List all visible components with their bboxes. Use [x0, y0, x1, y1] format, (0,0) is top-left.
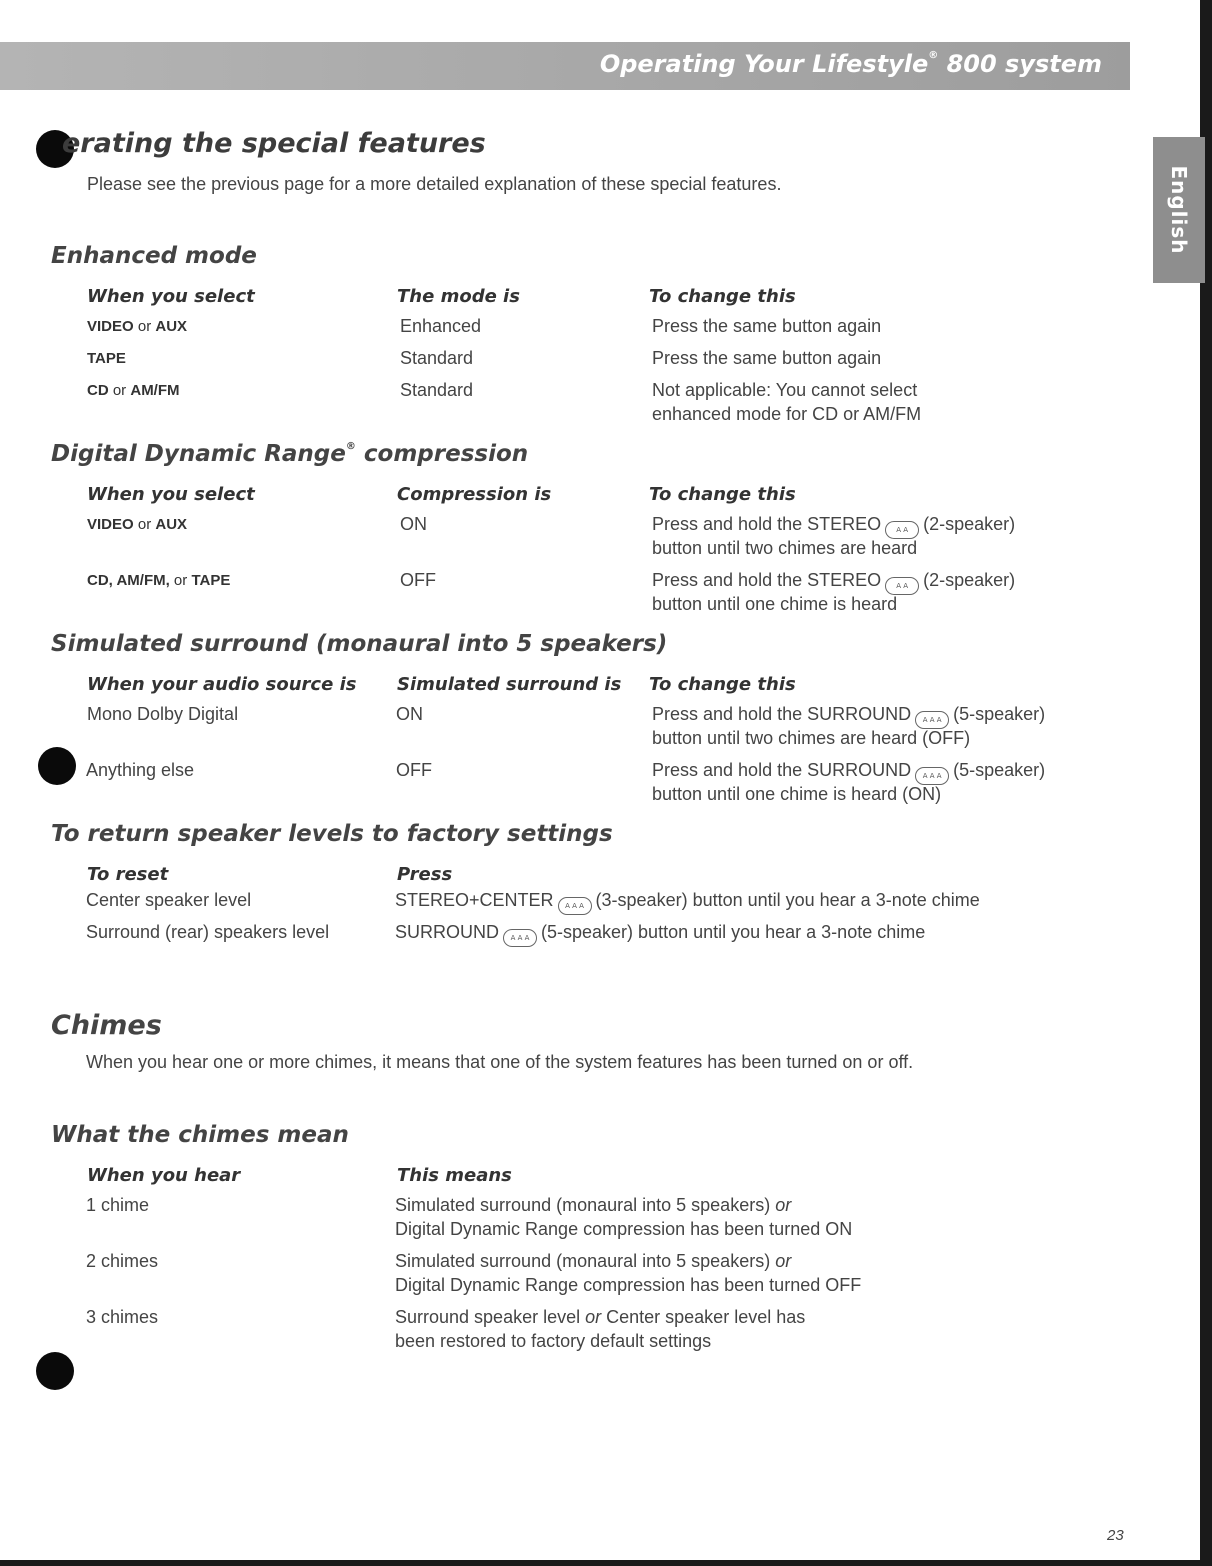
chime-count-cell: 2 chimes — [86, 1251, 159, 1271]
header-title: Operating Your Lifestyle® 800 system — [599, 50, 1102, 78]
column-header: Press — [397, 864, 453, 885]
change-cell: button until one chime is heard (ON) — [652, 784, 942, 804]
meaning-cell: Surround speaker level or Center speaker level has — [395, 1307, 806, 1327]
chimes-heading: Chimes — [51, 1010, 162, 1041]
change-cell: enhanced mode for CD or AM/FM — [652, 404, 922, 424]
header-band — [0, 42, 1130, 90]
source-cell: Mono Dolby Digital — [87, 704, 239, 724]
column-header: This means — [397, 1165, 512, 1186]
mode-cell: Enhanced — [400, 316, 482, 336]
meaning-cell: been restored to factory default settings — [395, 1331, 712, 1351]
value-cell: ON — [396, 704, 423, 724]
binder-hole — [38, 747, 76, 785]
page-number: 23 — [1107, 1527, 1124, 1544]
binder-hole — [36, 1352, 74, 1390]
meaning-cell: Simulated surround (monaural into 5 speakers) or — [395, 1195, 792, 1215]
source-cell: VIDEO or AUX — [87, 318, 188, 335]
press-cell: SURROUND A A A (5-speaker) button until you hear a 3-note chime — [395, 920, 925, 947]
value-cell: OFF — [396, 760, 432, 780]
value-cell: ON — [400, 514, 427, 534]
reset-cell: Surround (rear) speakers level — [86, 922, 330, 942]
change-cell: button until one chime is heard — [652, 594, 898, 614]
factory-settings-heading: To return speaker levels to factory settings — [51, 821, 613, 847]
column-header: To reset — [87, 864, 169, 885]
change-cell: Not applicable: You cannot select — [652, 380, 918, 400]
column-header: To change this — [649, 674, 796, 695]
chimes-intro: When you hear one or more chimes, it means that one of the system features has been turned on or off. — [86, 1052, 914, 1072]
surround-button-icon: A A A — [503, 929, 537, 947]
stereo-center-button-icon: A A A — [558, 897, 592, 915]
column-header: To change this — [649, 484, 796, 505]
column-header: When your audio source is — [87, 674, 357, 695]
intro-text: Please see the previous page for a more detailed explanation of these special features. — [87, 174, 782, 194]
mode-cell: Standard — [400, 380, 474, 400]
simulated-surround-heading: Simulated surround (monaural into 5 speakers) — [51, 631, 668, 657]
language-label: English — [1167, 165, 1191, 255]
value-cell: OFF — [400, 570, 436, 590]
chimes-meaning-heading: What the chimes mean — [51, 1122, 349, 1148]
column-header: When you select — [87, 286, 255, 307]
change-cell: button until two chimes are heard (OFF) — [652, 728, 971, 748]
column-header: Compression is — [397, 484, 552, 505]
surround-button-icon: A A A — [915, 767, 949, 785]
press-cell: STEREO+CENTER A A A (3-speaker) button until you hear a 3-note chime — [395, 888, 980, 915]
column-header: When you hear — [87, 1165, 241, 1186]
meaning-cell: Digital Dynamic Range compression has been turned OFF — [395, 1275, 862, 1295]
change-cell: button until two chimes are heard — [652, 538, 918, 558]
change-cell: Press and hold the STEREO A A (2-speaker) — [652, 512, 1015, 539]
change-cell: Press and hold the STEREO A A (2-speaker) — [652, 568, 1015, 595]
reset-cell: Center speaker level — [86, 890, 252, 910]
surround-button-icon: A A A — [915, 711, 949, 729]
enhanced-mode-heading: Enhanced mode — [51, 243, 257, 269]
source-cell: Anything else — [86, 760, 195, 780]
source-cell: CD, AM/FM, or TAPE — [87, 572, 231, 589]
page-edge-bottom — [0, 1560, 1212, 1566]
stereo-button-icon: A A — [885, 521, 919, 539]
ddr-heading: Digital Dynamic Range® compression — [51, 441, 529, 467]
change-cell: Press and hold the SURROUND A A A (5-speaker) — [652, 758, 1045, 785]
change-cell: Press and hold the SURROUND A A A (5-speaker) — [652, 702, 1045, 729]
mode-cell: Standard — [400, 348, 474, 368]
column-header: Simulated surround is — [397, 674, 622, 695]
language-tab — [1153, 137, 1205, 283]
column-header: The mode is — [397, 286, 520, 307]
chime-count-cell: 1 chime — [86, 1195, 150, 1215]
change-cell: Press the same button again — [652, 348, 882, 368]
meaning-cell: Digital Dynamic Range compression has been turned ON — [395, 1219, 853, 1239]
change-cell: Press the same button again — [652, 316, 882, 336]
source-cell: TAPE — [87, 350, 126, 367]
source-cell: VIDEO or AUX — [87, 516, 188, 533]
page-title: erating the special features — [62, 128, 486, 159]
column-header: To change this — [649, 286, 796, 307]
column-header: When you select — [87, 484, 255, 505]
source-cell: CD or AM/FM — [87, 382, 180, 399]
meaning-cell: Simulated surround (monaural into 5 speakers) or — [395, 1251, 792, 1271]
stereo-button-icon: A A — [885, 577, 919, 595]
chime-count-cell: 3 chimes — [86, 1307, 159, 1327]
